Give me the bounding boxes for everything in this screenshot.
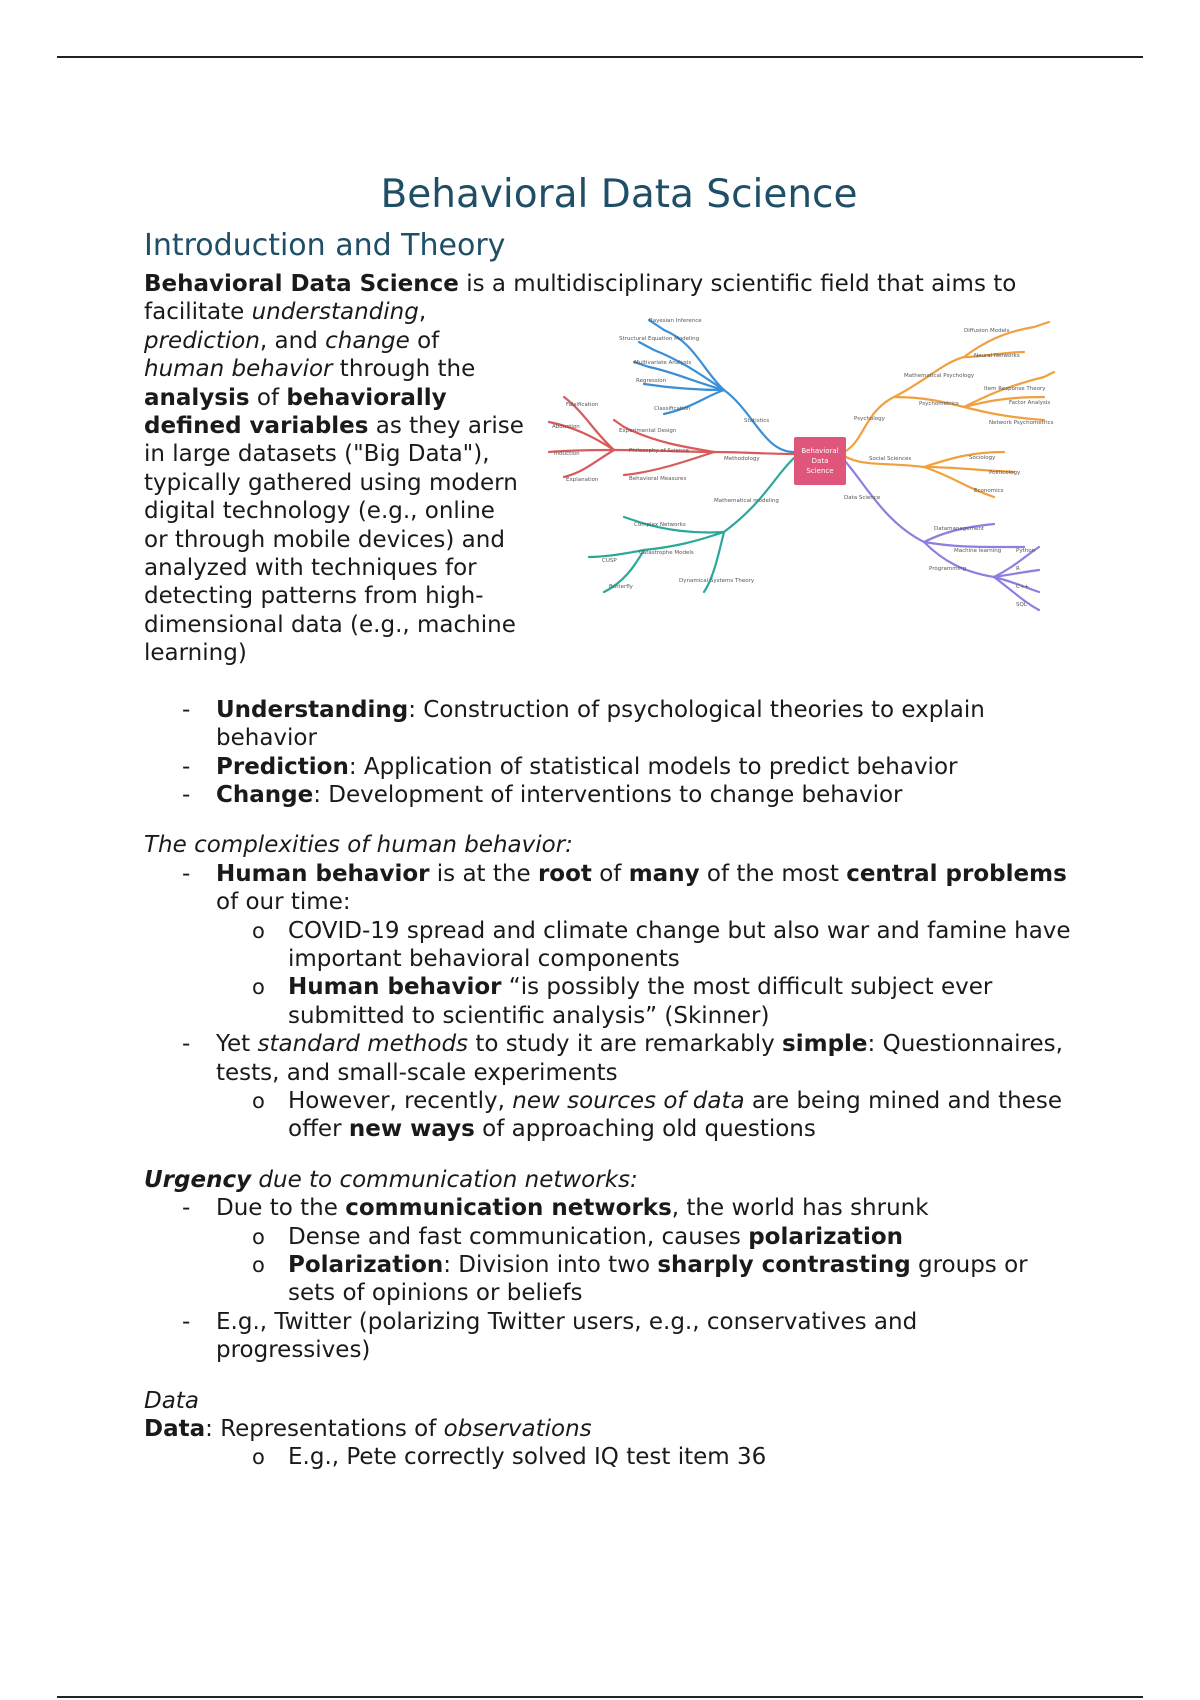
list-item: - Change: Development of interventions to change behavior — [216, 781, 1074, 809]
label-experimental-design: Experimental Design — [619, 428, 677, 435]
sub-list — [216, 1223, 1074, 1308]
label-abduction: Abduction — [552, 424, 580, 431]
label-network-psychometrics: Network Psychometrics — [989, 420, 1054, 427]
label-datamanagement: Datamanagement — [934, 526, 984, 533]
label-butterfly: Butterfly — [609, 584, 633, 591]
label-python: Python — [1016, 548, 1036, 555]
urgency-list — [144, 1194, 1074, 1364]
label-irt: Item Response Theory — [984, 386, 1046, 393]
label-cpp: C++ — [1016, 584, 1030, 591]
label-psychometrics: Psychometrics — [919, 401, 959, 408]
label-philosophy: Philosophy of Science — [629, 448, 689, 455]
list-item: - Due to the communication networks, the world has shrunk o Dense and fast communication, causes polarization o Polarization: Division into two sharply contrasting groups or sets of opinions or beliefs — [216, 1194, 1074, 1308]
list-item: - Human behavior is at the root of many of the most central problems of our time: o COVID-19 spread and climate change but also war and famine have important behavioral components o Human behavior “is possibly the most difficult subject ever submitted to scientific analysis” (Skinner) — [216, 860, 1074, 1030]
label-cusp: CUSP — [602, 558, 617, 565]
math-branch — [589, 458, 794, 592]
label-machine-learning: Machine learning — [954, 548, 1002, 555]
label-math-psych: Mathematical Psychology — [904, 373, 975, 380]
label-classification: Classification — [654, 406, 691, 413]
label-math-modeling: Mathematical modeling — [714, 498, 779, 505]
center-label-2: Data — [811, 457, 829, 466]
label-complex-networks: Complex Networks — [634, 522, 686, 529]
label-programming: Programming — [929, 566, 967, 573]
label-economics: Economics — [974, 488, 1004, 495]
complexities-heading: The complexities of human behavior: — [144, 832, 573, 859]
document-page — [144, 170, 1074, 1472]
label-dynamical: Dynamical Systems Theory — [679, 578, 755, 585]
label-catastrophe: Catastrophe Models — [639, 550, 694, 557]
label-neural-networks: Neural Networks — [974, 353, 1020, 360]
document-title: Behavioral Data Science — [380, 172, 858, 217]
label-falsification: Falsification — [566, 402, 599, 409]
label-statistics: Statistics — [744, 418, 770, 425]
sub-list-item: o E.g., Pete correctly solved IQ test item 36 — [288, 1443, 1074, 1471]
psychology-branch — [844, 322, 1054, 497]
label-factor-analysis: Factor Analysis — [1009, 400, 1051, 407]
label-bayesian: Bayesian Inference — [649, 318, 702, 325]
list-item: - Prediction: Application of statistical models to predict behavior — [216, 753, 1074, 781]
complexities-list — [144, 860, 1074, 1144]
label-behavioral-measures: Behavioral Measures — [629, 476, 687, 483]
sub-list-item: o COVID-19 spread and climate change but also war and famine have important behavioral components — [288, 917, 1074, 974]
footer-rule — [57, 1696, 1143, 1698]
label-psychology: Psychology — [854, 416, 885, 423]
center-label-3: Science — [806, 467, 834, 476]
sub-list-item: o Human behavior “is possibly the most difficult subject ever submitted to scientific analysis” (Skinner) — [288, 973, 1074, 1030]
label-sql: SQL — [1016, 602, 1027, 609]
center-label-1: Behavioral — [801, 447, 839, 456]
label-politicology: Politicology — [989, 470, 1021, 477]
label-multivariate: Multivariate Analysis — [634, 360, 692, 367]
intro-paragraph: Behavioral Data Science is a multidisciplinary scientific field that aims to facilitate Behavioral Data Science Statistics Bayesian Inference Structural Equation Modeling Multivariate Analysis Regression Classification Methodology Experimental Design Philosophy of Science Behavioral Measures Falsification Abduction Induction Explanation Mathematical modeling Complex Networks Catastrophe Models Dynamical Systems Theory CUSP Butterfly Psychology Mathematical Psychology Psychometrics Diffusion Models Neural Networks Item Response Theory Factor Analysis Network Psychometrics Social Sciences Sociology Politicology Economics Data Science Datamanagement Machine learning Programming Python R C++ SQL understanding, prediction, and change of human behavior through the analysis of behaviorally defined variables as they arise in large datasets ("Big Data"), typically gathered using modern digital technology (e.g., online or through mobile devices) and analyzed with techniques for detecting patterns from high-dimensional data (e.g., machine learning) — [144, 270, 1074, 668]
datascience-branch — [844, 460, 1039, 610]
sub-list-item: o Dense and fast communication, causes polarization — [288, 1223, 1074, 1251]
list-item: - Understanding: Construction of psychological theories to explain behavior — [216, 696, 1074, 753]
label-induction: Induction — [554, 451, 580, 458]
urgency-heading: Urgency due to communication networks: — [144, 1166, 638, 1193]
label-data-science: Data Science — [844, 495, 881, 502]
data-heading: Data — [144, 1387, 199, 1414]
goals-list — [144, 696, 1074, 810]
list-item: - E.g., Twitter (polarizing Twitter users, e.g., conservatives and progressives) — [216, 1308, 1074, 1365]
sub-list-item: o Polarization: Division into two sharply contrasting groups or sets of opinions or beliefs — [288, 1251, 1074, 1308]
mind-map-figure — [544, 302, 1074, 642]
list-item: - Yet standard methods to study it are remarkably simple: Questionnaires, tests, and small-scale experiments o However, recently, new sources of data are being mined and these offer new ways of approaching old questions — [216, 1030, 1074, 1144]
section-heading: Introduction and Theory — [144, 228, 506, 263]
data-example-list — [144, 1443, 1074, 1471]
sub-list — [216, 917, 1074, 1031]
data-definition: Data: Representations of observations — [144, 1416, 592, 1443]
sub-list — [216, 1087, 1074, 1144]
label-regression: Regression — [636, 378, 667, 385]
sub-list-item: o However, recently, new sources of data are being mined and these offer new ways of approaching old questions — [288, 1087, 1074, 1144]
header-rule — [57, 56, 1143, 58]
label-sem: Structural Equation Modeling — [619, 336, 700, 343]
label-methodology: Methodology — [724, 456, 760, 463]
label-r: R — [1016, 566, 1020, 573]
label-sociology: Sociology — [969, 455, 996, 462]
label-social-sciences: Social Sciences — [869, 456, 912, 463]
label-explanation: Explanation — [566, 477, 599, 484]
label-diffusion: Diffusion Models — [964, 328, 1010, 335]
